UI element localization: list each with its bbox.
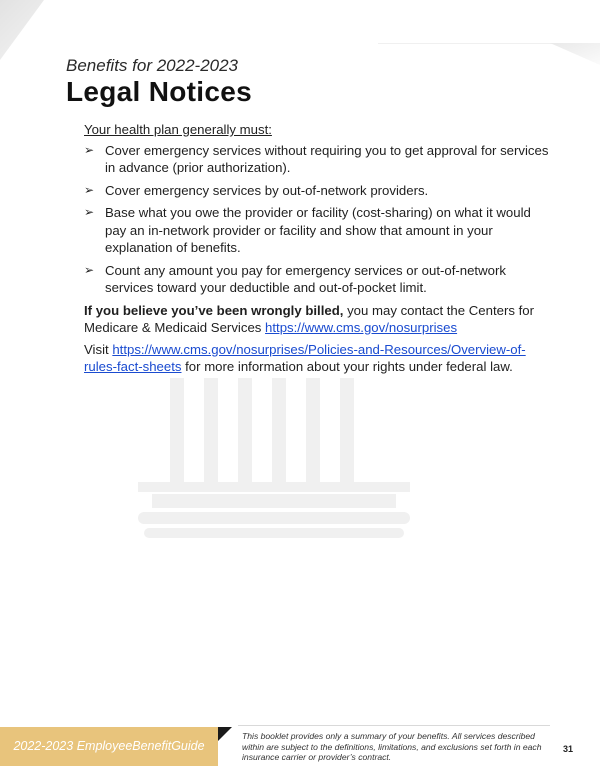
arrow-bullet-icon: ➢ [84, 262, 95, 277]
list-item [84, 262, 554, 297]
billing-text: you may contact the Centers for Medicare & Medicaid Services [84, 302, 534, 335]
cms-fact-sheets-link[interactable]: https://www.cms.gov/nosurprises/Policies-and-Resources/Overview-of-rules-fact-sheets [84, 341, 526, 374]
billing-lead: If you believe you’ve been wrongly billed, [84, 302, 344, 318]
list-item-text: Count any amount you pay for emergency services or out-of-network services toward your deductible and out-of-pocket limit. [105, 262, 506, 295]
list-item-text: Cover emergency services without requiring you to get approval for services in advance (prior authorization). [105, 142, 549, 175]
page-subtitle: Benefits for 2022-2023 [66, 56, 239, 75]
footer-divider [238, 725, 550, 726]
list-item-text: Base what you owe the provider or facility (cost-sharing) on what it would pay an in-network provider or facility and show that amount in your explanation of benefits. [105, 205, 531, 255]
footer-notch [218, 727, 232, 741]
cms-nosurprises-link[interactable]: https://www.cms.gov/nosurprises [265, 320, 458, 335]
legal-notice-body [84, 121, 554, 380]
arrow-bullet-icon: ➢ [84, 142, 95, 157]
billing-paragraph [84, 302, 554, 337]
page-number: 31 [563, 744, 574, 754]
arrow-bullet-icon: ➢ [84, 182, 95, 197]
list-item-text: Cover emergency services by out-of-network providers. [105, 182, 429, 198]
list-item [84, 182, 554, 200]
footer-guide-title: 2022-2023 EmployeeBenefitGuide [13, 739, 205, 753]
section-lead: Your health plan generally must: [84, 122, 272, 137]
footer-disclaimer: This booklet provides only a summary of your benefits. All services described within are subject to the definitions, limitations, and exclusions set forth in each insurance carrier or provider’s contract. [242, 731, 542, 763]
corner-decoration-top-left [0, 0, 44, 60]
page-title: Legal Notices [66, 76, 252, 107]
corner-decoration-top-right [550, 43, 600, 65]
list-item [84, 204, 554, 257]
courthouse-columns-icon [138, 378, 410, 550]
arrow-bullet-icon: ➢ [84, 205, 95, 219]
visit-prefix: Visit [84, 341, 113, 357]
list-item [84, 142, 554, 177]
requirements-list [84, 142, 554, 297]
visit-paragraph [84, 341, 554, 376]
visit-suffix: for more information about your rights under federal law. [181, 359, 513, 374]
